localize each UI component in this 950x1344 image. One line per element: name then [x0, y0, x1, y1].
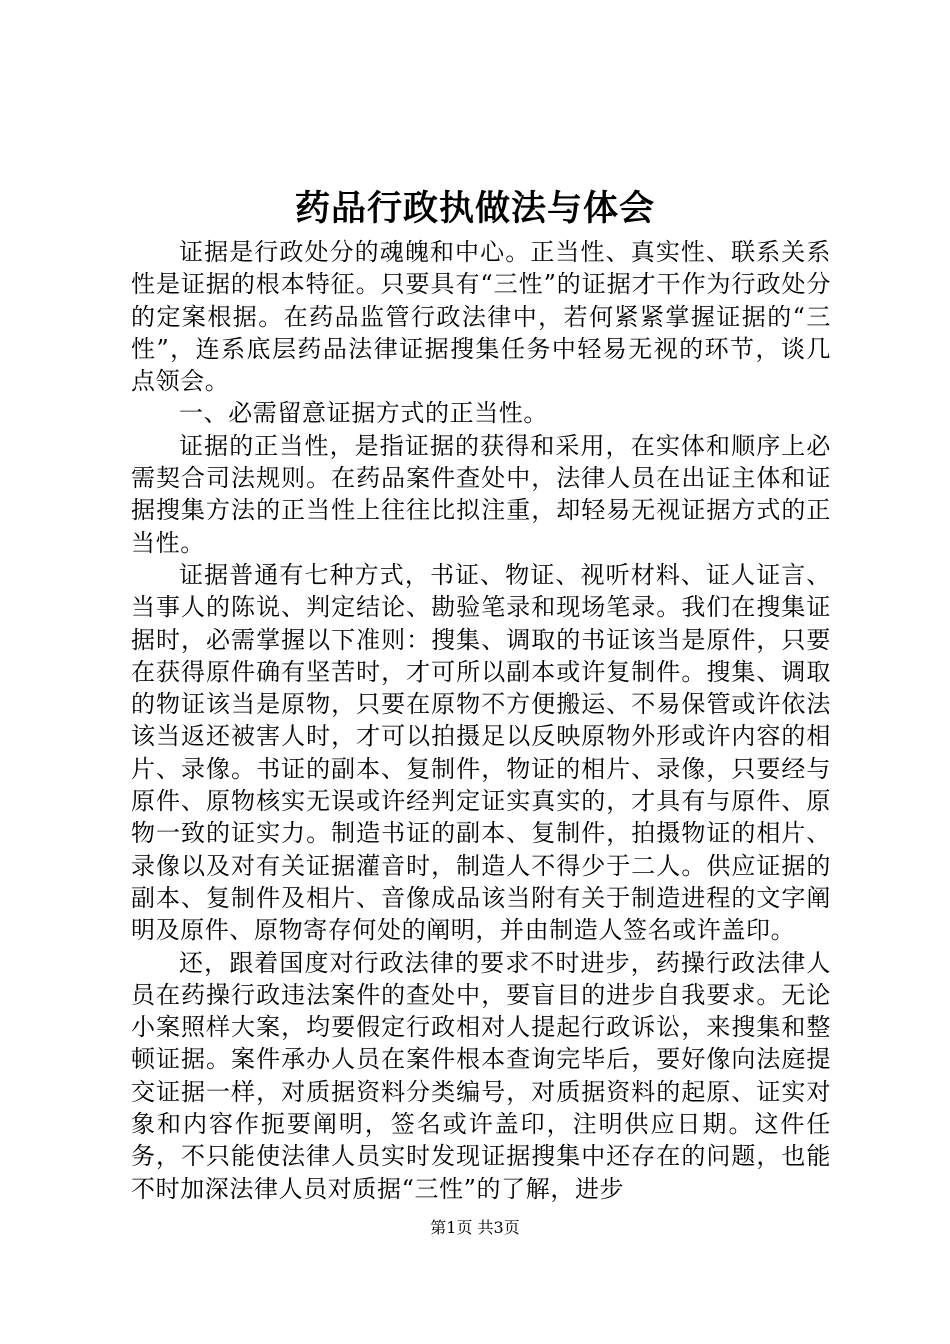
page-footer: 第1页 共3页 [430, 1218, 520, 1237]
page-title: 药品行政执做法与体会 [294, 188, 655, 229]
document-body [131, 236, 831, 1205]
paragraph-evidence-forms: 证据普通有七种方式，书证、物证、视听材料、证人证言、当事人的陈说、判定结论、勘验笔录和现场笔录。我们在搜集证据时，必需掌握以下准则：搜集、调取的书证该当是原件，只要在获得原件确有坚苦时，才可所以副本或许复制件。搜集、调取的物证该当是原物，只要在原物不方便搬运、不易保管或许依法该当返还被害人时，才可以拍摄足以反映原物外形或许内容的相片、录像。书证的副本、复制件，物证的相片、录像，只要经与原件、原物核实无误或许经判定证实真实的，才具有与原件、原物一致的证实力。制造书证的副本、复制件，拍摄物证的相片、录像以及对有关证据灌音时，制造人不得少于二人。供应证据的副本、复制件及相片、音像成品该当附有关于制造进程的文字阐明及原件、原物寄存何处的阐明，并由制造人签名或许盖印。 [131, 560, 831, 945]
section-heading-1: 一、必需留意证据方式的正当性。 [179, 399, 548, 428]
paragraph-legality: 证据的正当性，是指证据的获得和采用，在实体和顺序上必需契合司法规则。在药品案件查处中，法律人员在出证主体和证据搜集方法的正当性上往往比拟注重，却轻易无视证据方式的正当性。 [131, 431, 831, 557]
paragraph-requirements: 还，跟着国度对行政法律的要求不时进步，药操行政法律人员在药操行政违法案件的查处中，要盲目的进步自我要求。无论小案照样大案，均要假定行政相对人提起行政诉讼，来搜集和整顿证据。案件承办人员在案件根本查询完毕后，要好像向法庭提交证据一样，对质据资料分类编号，对质据资料的起原、证实对象和内容作扼要阐明，签名或许盖印，注明供应日期。这件任务，不只能使法律人员实时发现证据搜集中还存在的问题，也能不时加深法律人员对质据“三性”的了解，进步 [131, 948, 831, 1203]
paragraph-intro: 证据是行政处分的魂魄和中心。正当性、真实性、联系关系性是证据的根本特征。只要具有“三性”的证据才干作为行政处分的定案根据。在药品监管行政法律中，若何紧紧掌握证据的“三性”，连系底层药品法律证据搜集任务中轻易无视的环节，谈几点领会。 [131, 238, 831, 396]
